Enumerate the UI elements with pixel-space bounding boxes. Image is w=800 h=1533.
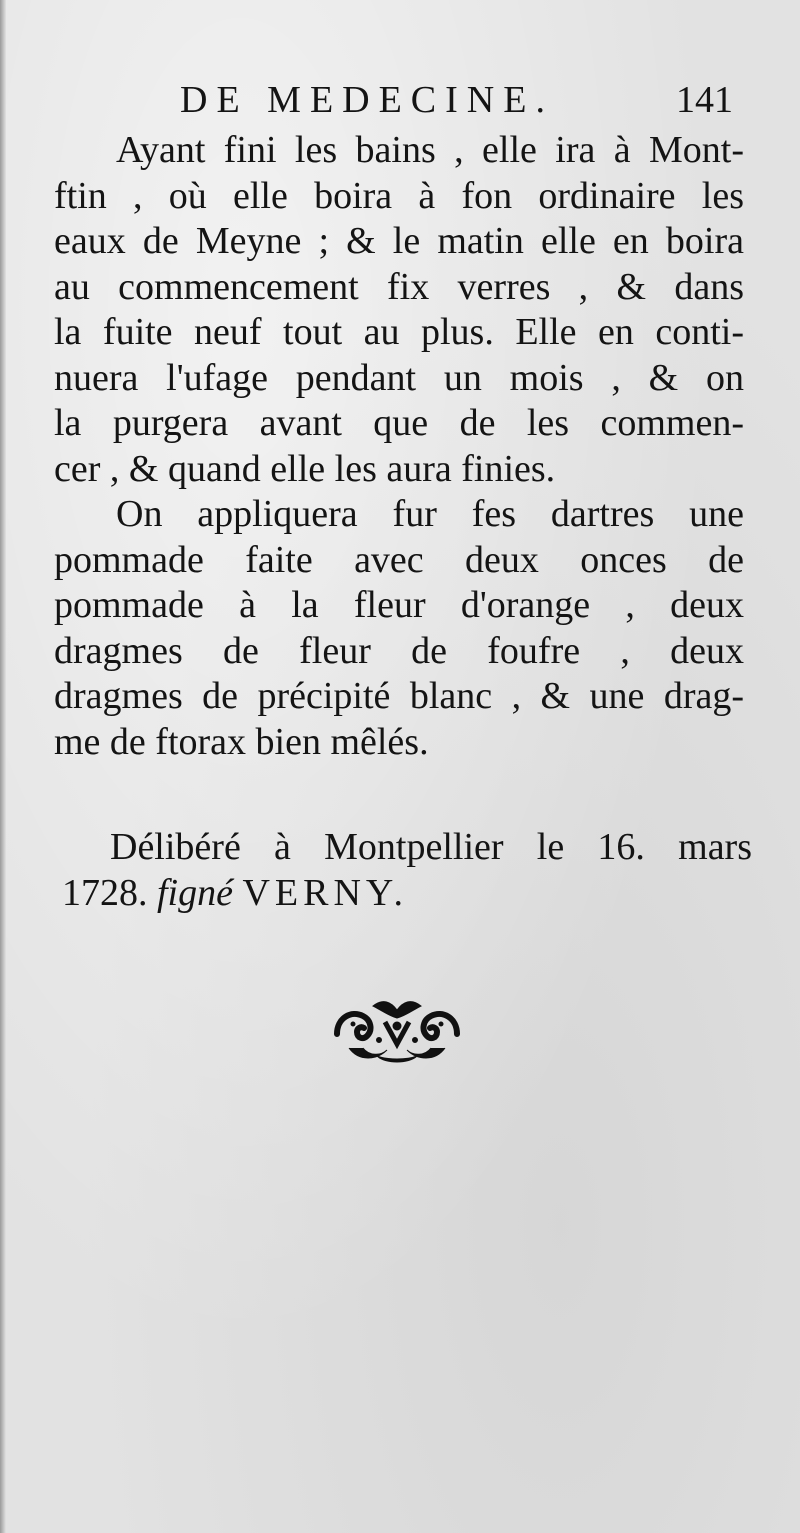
- running-head-title: DE MEDECINE.: [180, 79, 554, 121]
- signature-block: [62, 824, 752, 916]
- text-line: On appliquera fur fes dartres une: [116, 493, 744, 535]
- text-line: me de ftorax bien mêlés.: [54, 720, 429, 763]
- text-line: nuera l'ufage pendant un mois , & on: [54, 356, 744, 399]
- paragraph-1: [54, 128, 744, 492]
- signature-year: 1728.: [62, 872, 148, 914]
- signatory-name: VERNY.: [242, 872, 408, 914]
- signed-word: figné: [157, 872, 233, 914]
- signature-line: [62, 870, 752, 916]
- deliberation-line: Délibéré à Montpellier le 16. mars: [110, 826, 752, 868]
- text-line: au commencement fix verres , & dans: [54, 265, 744, 308]
- text-line: la fuite neuf tout au plus. Elle en conti-: [54, 311, 744, 353]
- page-number: 141: [676, 79, 733, 121]
- running-head: [0, 78, 800, 128]
- text-line: cer , & quand elle les aura finies.: [54, 447, 556, 490]
- paragraph-2: [54, 492, 744, 765]
- text-line: dragmes de fleur de foufre , deux: [54, 629, 744, 672]
- page-edge-shadow: [0, 0, 6, 1533]
- floral-ornament-icon: [333, 996, 461, 1066]
- text-line: pommade faite avec deux onces de: [54, 538, 744, 581]
- text-line: la purgera avant que de les commen-: [54, 402, 744, 444]
- text-line: eaux de Meyne ; & le matin elle en boira: [54, 220, 744, 262]
- text-line: pommade à la fleur d'orange , deux: [54, 584, 744, 626]
- text-line: dragmes de précipité blanc , & une drag-: [54, 675, 744, 717]
- text-line: Ayant fini les bains , elle ira à Mont-: [116, 129, 744, 171]
- text-line: ftin , où elle boira à fon ordinaire les: [54, 174, 744, 217]
- body-text: [54, 128, 744, 765]
